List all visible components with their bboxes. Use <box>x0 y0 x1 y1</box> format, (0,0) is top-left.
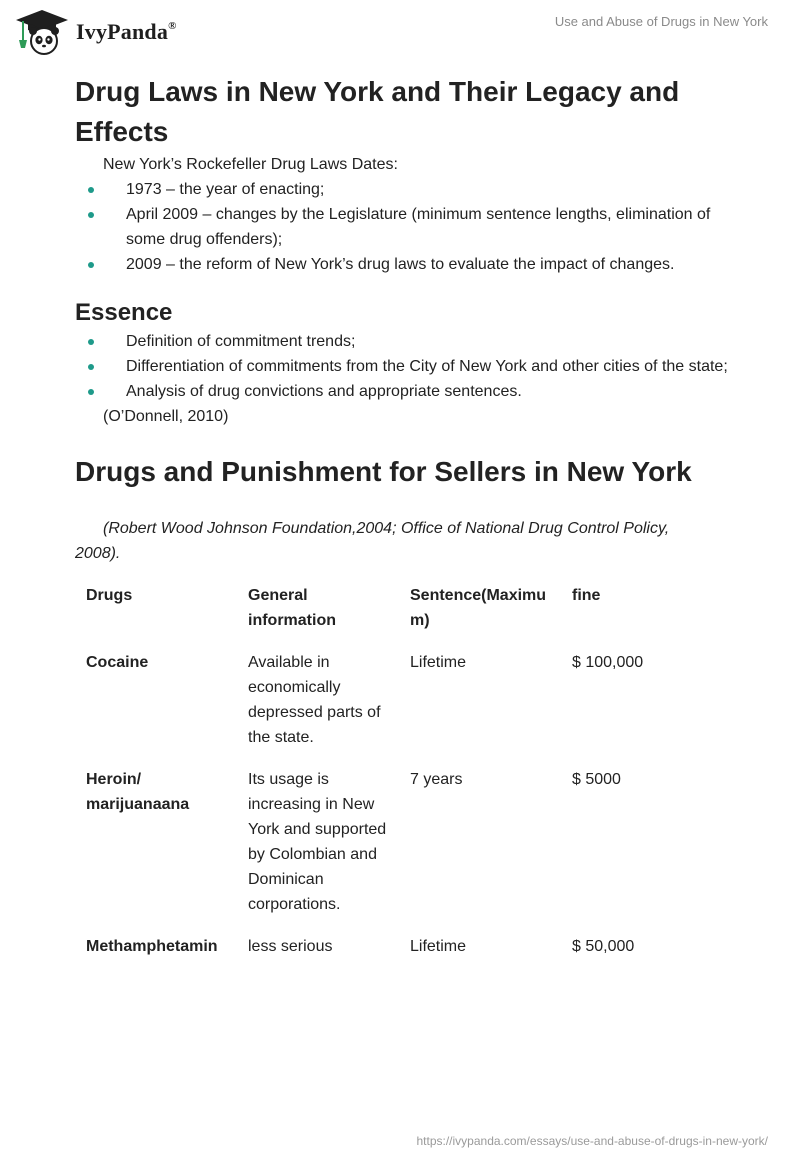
drug-fine: $ 5000 <box>572 771 621 788</box>
ivypanda-logo-icon <box>14 8 70 56</box>
drug-info: Available in economically depressed parts of the state. <box>248 654 381 746</box>
table-citation: (Robert Wood Johnson Foundation,2004; Office of National Drug Control Policy, 2008). <box>75 520 670 562</box>
article-content <box>75 72 735 976</box>
page-header <box>0 0 800 60</box>
section-heading-essence: Essence <box>75 299 173 326</box>
list-item: April 2009 – changes by the Legislature (minimum sentence lengths, elimination of some drug offenders); <box>75 202 735 252</box>
drug-fine: $ 50,000 <box>572 938 635 955</box>
list-item: 2009 – the reform of New York’s drug laws to evaluate the impact of changes. <box>75 252 735 277</box>
essence-list <box>75 329 735 404</box>
bullet-icon <box>88 187 94 193</box>
section-heading-drug-laws: Drug Laws in New York and Their Legacy and Effects <box>75 76 680 147</box>
source-url-link[interactable]: https://ivypanda.com/essays/use-and-abuse-of-drugs-in-new-york/ <box>416 1134 768 1148</box>
drug-sentence: Lifetime <box>410 654 467 671</box>
drug-info: Its usage is increasing in New York and supported by Colombian and Dominican corporations. <box>248 771 387 913</box>
list-item: Definition of commitment trends; <box>75 329 735 354</box>
section-heading-drugs-punishment: Drugs and Punishment for Sellers in New York <box>75 456 692 487</box>
column-header-general-info: General information <box>248 587 336 629</box>
list-item: Analysis of drug convictions and appropriate sentences. <box>75 379 735 404</box>
essence-citation: (O’Donnell, 2010) <box>103 408 229 425</box>
bullet-icon <box>88 389 94 395</box>
table-row <box>75 934 735 976</box>
drug-name: Heroin/ marijuanaana <box>86 771 190 813</box>
bullet-icon <box>88 212 94 218</box>
table-row <box>75 650 735 767</box>
drug-sentence: 7 years <box>410 771 463 788</box>
column-header-fine: fine <box>572 587 601 604</box>
bullet-icon <box>88 364 94 370</box>
list-item: 1973 – the year of enacting; <box>75 177 735 202</box>
table-row <box>75 767 735 934</box>
list-item: Differentiation of commitments from the City of New York and other cities of the state; <box>75 354 735 379</box>
dates-intro: New York’s Rockefeller Drug Laws Dates: <box>103 156 398 173</box>
drug-name: Methamphetamin <box>86 938 218 955</box>
drug-name: Cocaine <box>86 654 149 671</box>
column-header-drugs: Drugs <box>86 587 133 604</box>
brand-name: IvyPanda® <box>76 19 177 44</box>
drug-info: less serious <box>248 938 333 955</box>
brand-logo[interactable] <box>14 8 177 56</box>
table-header-row <box>75 583 735 650</box>
dates-list <box>75 177 735 277</box>
bullet-icon <box>88 339 94 345</box>
bullet-icon <box>88 262 94 268</box>
drug-fine: $ 100,000 <box>572 654 644 671</box>
document-title: Use and Abuse of Drugs in New York <box>554 14 768 29</box>
drug-sentence: Lifetime <box>410 938 467 955</box>
drugs-table <box>75 583 735 976</box>
column-header-sentence: Sentence(Maximum) <box>410 587 547 629</box>
